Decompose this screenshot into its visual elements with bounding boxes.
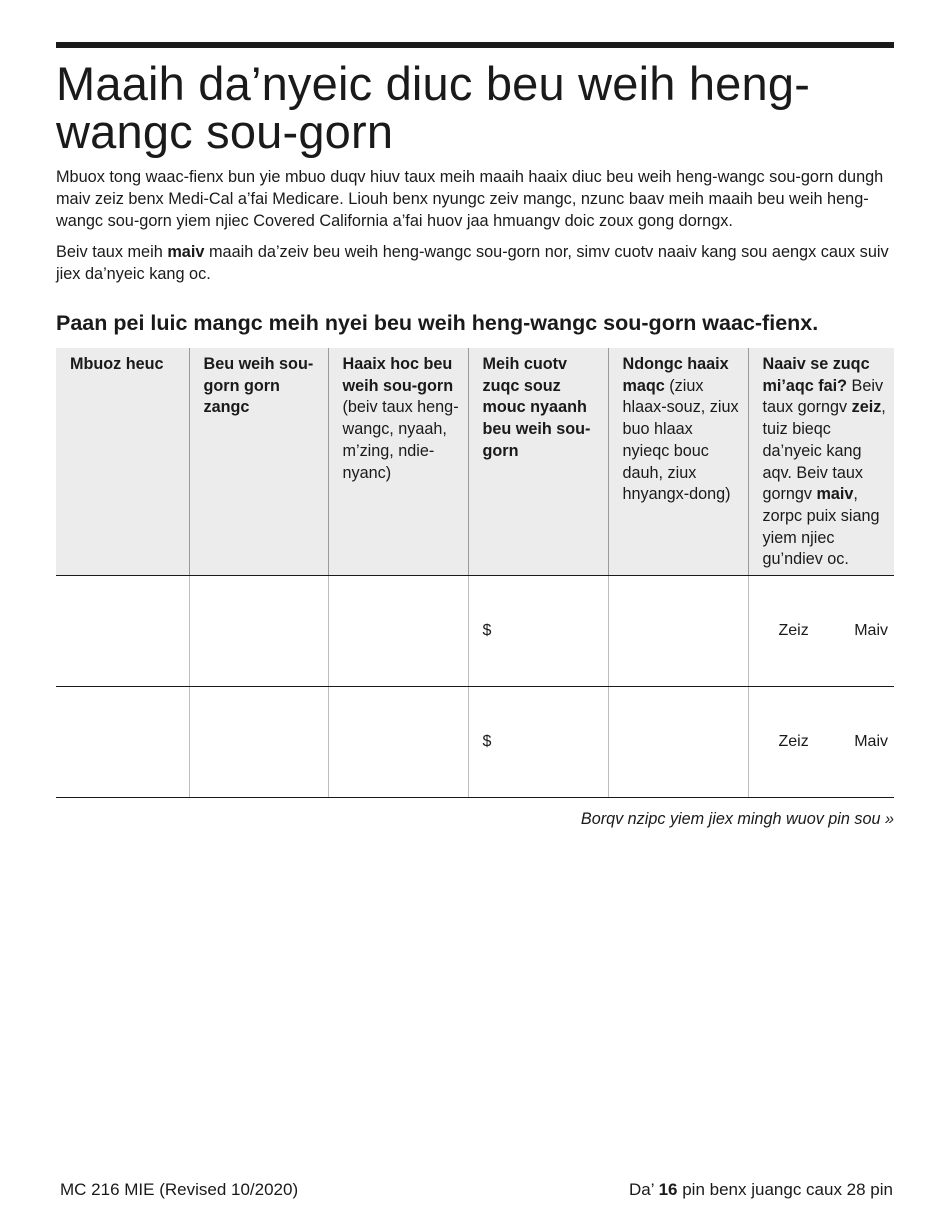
name-cell[interactable]	[56, 576, 189, 687]
premium-cell[interactable]	[468, 576, 608, 687]
table-header-row	[56, 348, 894, 576]
continue-note: Borqv nzipc yiem jiex mingh wuov pin sou »	[580, 810, 894, 829]
top-rule	[56, 42, 894, 48]
paragraph-text: Beiv taux meih	[56, 243, 168, 261]
insurance-table	[56, 348, 894, 798]
page-number: Da’ 16 pin benx juangc caux 28 pin	[628, 1180, 893, 1199]
header-company: Beu weih sou-gorn gorn zangc	[189, 348, 328, 576]
coverage-type-cell[interactable]	[328, 576, 468, 687]
name-cell[interactable]	[56, 687, 189, 798]
frequency-cell[interactable]	[608, 687, 748, 798]
currency-symbol: $	[482, 733, 492, 751]
paragraph-text: maaih da’zeiv beu weih heng-wangc sou-gorn nor, simv cuotv naaiv kang sou aengx caux suiv jiex da’nyeic kang oc.	[56, 243, 889, 283]
company-cell[interactable]	[189, 687, 328, 798]
intro-paragraph: Mbuox tong waac-fienx bun yie mbuo duqv hiuv taux meih maaih haaix diuc beu weih heng-wangc sou-gorn dungh maiv zeiz benx Medi-Cal a’fai Medicare. Liouh benx nyungc zeiv mangc, nzunc baav meih maaih beu weih heng-wangc sou-gorn yiem njiec Covered California a’fai huov jaa hmuangv doic zoux gong dorngx.	[56, 168, 884, 230]
coverage-type-cell[interactable]	[328, 687, 468, 798]
header-coverage-type: Haaix hoc beu weih sou-gorn (beiv taux heng-wangc, nyaah, m’zing, ndie-nyanc)	[328, 348, 468, 576]
ending-cell	[748, 576, 894, 687]
second-paragraph	[56, 241, 894, 285]
yes-option[interactable]: Zeiz	[778, 733, 809, 751]
header-frequency: Ndongc haaix maqc (ziux hlaax-souz, ziux buo hlaax nyieqc bouc dauh, ziux hnyangx-dong)	[608, 348, 748, 576]
page-title: Maaih da’nyeic diuc beu weih heng-wangc sou-gorn	[56, 57, 811, 158]
ending-cell	[748, 687, 894, 798]
table-row	[56, 576, 894, 687]
no-option[interactable]: Maiv	[854, 733, 888, 751]
premium-cell[interactable]	[468, 687, 608, 798]
header-name: Mbuoz heuc	[56, 348, 189, 576]
header-ending: Naaiv se zuqc mi’aqc fai? Beiv taux gorngv zeiz, tuiz bieqc da’nyeic kang aqv. Beiv taux gorngv maiv, zorpc puix siang yiem njiec gu’ndiev oc.	[748, 348, 894, 576]
company-cell[interactable]	[189, 576, 328, 687]
paragraph-bold: maiv	[167, 243, 205, 261]
frequency-cell[interactable]	[608, 576, 748, 687]
yes-option[interactable]: Zeiz	[778, 622, 809, 640]
table-row	[56, 687, 894, 798]
no-option[interactable]: Maiv	[854, 622, 888, 640]
document-page	[56, 42, 894, 829]
form-id: MC 216 MIE (Revised 10/2020)	[60, 1180, 299, 1199]
section-heading: Paan pei luic mangc meih nyei beu weih heng-wangc sou-gorn waac-fienx.	[56, 311, 819, 335]
currency-symbol: $	[482, 622, 492, 640]
header-premium: Meih cuotv zuqc souz mouc nyaanh beu weih sou-gorn	[468, 348, 608, 576]
